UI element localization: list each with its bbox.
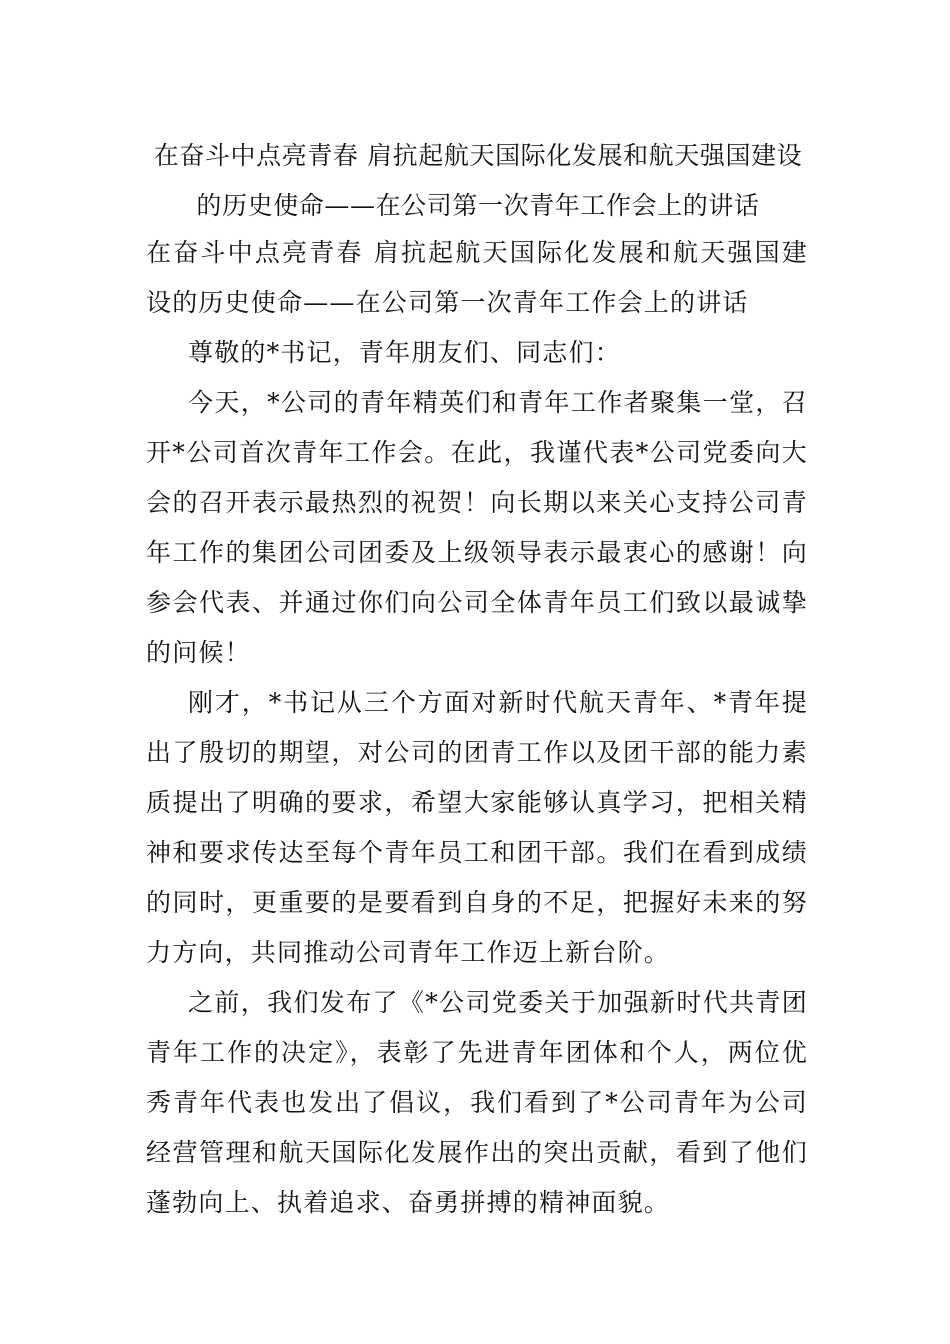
document-body — [146, 228, 808, 1228]
document-title — [148, 131, 808, 231]
title-line-1: 在奋斗中点亮青春 肩抗起航天国际化发展和航天强国建设 — [153, 141, 803, 170]
salutation: 尊敬的*书记，青年朋友们、同志们： — [188, 338, 621, 367]
repeated-title: 在奋斗中点亮青春 肩抗起航天国际化发展和航天强国建设的历史使命——在公司第一次青年工作会上的讲话 — [146, 238, 808, 317]
title-line-2: 的历史使命——在公司第一次青年工作会上的讲话 — [196, 191, 760, 220]
paragraph: 之前，我们发布了《*公司党委关于加强新时代共青团青年工作的决定》，表彰了先进青年团体和个人，两位优秀青年代表也发出了倡议，我们看到了*公司青年为公司经营管理和航天国际化发展作出的突出贡献，看到了他们蓬勃向上、执着追求、奋勇拼搏的精神面貌。 — [146, 988, 808, 1217]
paragraph: 刚才，*书记从三个方面对新时代航天青年、*青年提出了殷切的期望，对公司的团青工作以及团干部的能力素质提出了明确的要求，希望大家能够认真学习，把相关精神和要求传达至每个青年员工和团干部。我们在看到成绩的同时，更重要的是要看到自身的不足，把握好未来的努力方向，共同推动公司青年工作迈上新台阶。 — [146, 688, 808, 967]
paragraph: 今天，*公司的青年精英们和青年工作者聚集一堂，召开*公司首次青年工作会。在此，我谨代表*公司党委向大会的召开表示最热烈的祝贺！向长期以来关心支持公司青年工作的集团公司团委及上级领导表示最衷心的感谢！向参会代表、并通过你们向公司全体青年员工们致以最诚挚的问候！ — [146, 388, 808, 667]
